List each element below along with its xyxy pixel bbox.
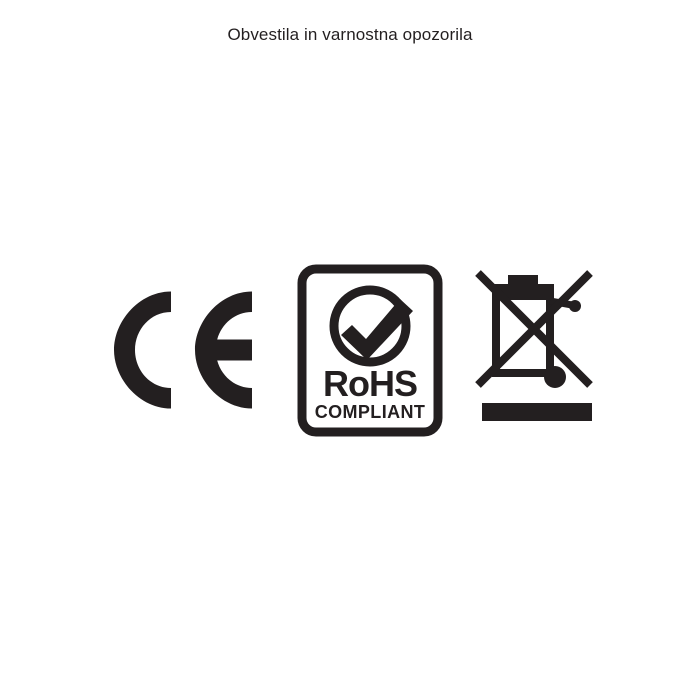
svg-text:COMPLIANT: COMPLIANT (314, 401, 426, 422)
weee-crossed-out-wheelie-bin-icon (472, 263, 602, 438)
page-title: Obvestila in varnostna opozorila (227, 25, 473, 44)
svg-text:RoHS: RoHS (323, 362, 417, 404)
ce-marking-icon (98, 275, 268, 425)
compliance-marks-row (0, 255, 700, 445)
ce-mark (98, 275, 268, 425)
rohs-mark-label (296, 438, 297, 439)
ce-mark-label (98, 425, 99, 426)
rohs-compliant-icon (296, 263, 444, 438)
rohs-mark (296, 263, 444, 438)
weee-mark (472, 263, 602, 438)
weee-mark-label (472, 438, 473, 439)
